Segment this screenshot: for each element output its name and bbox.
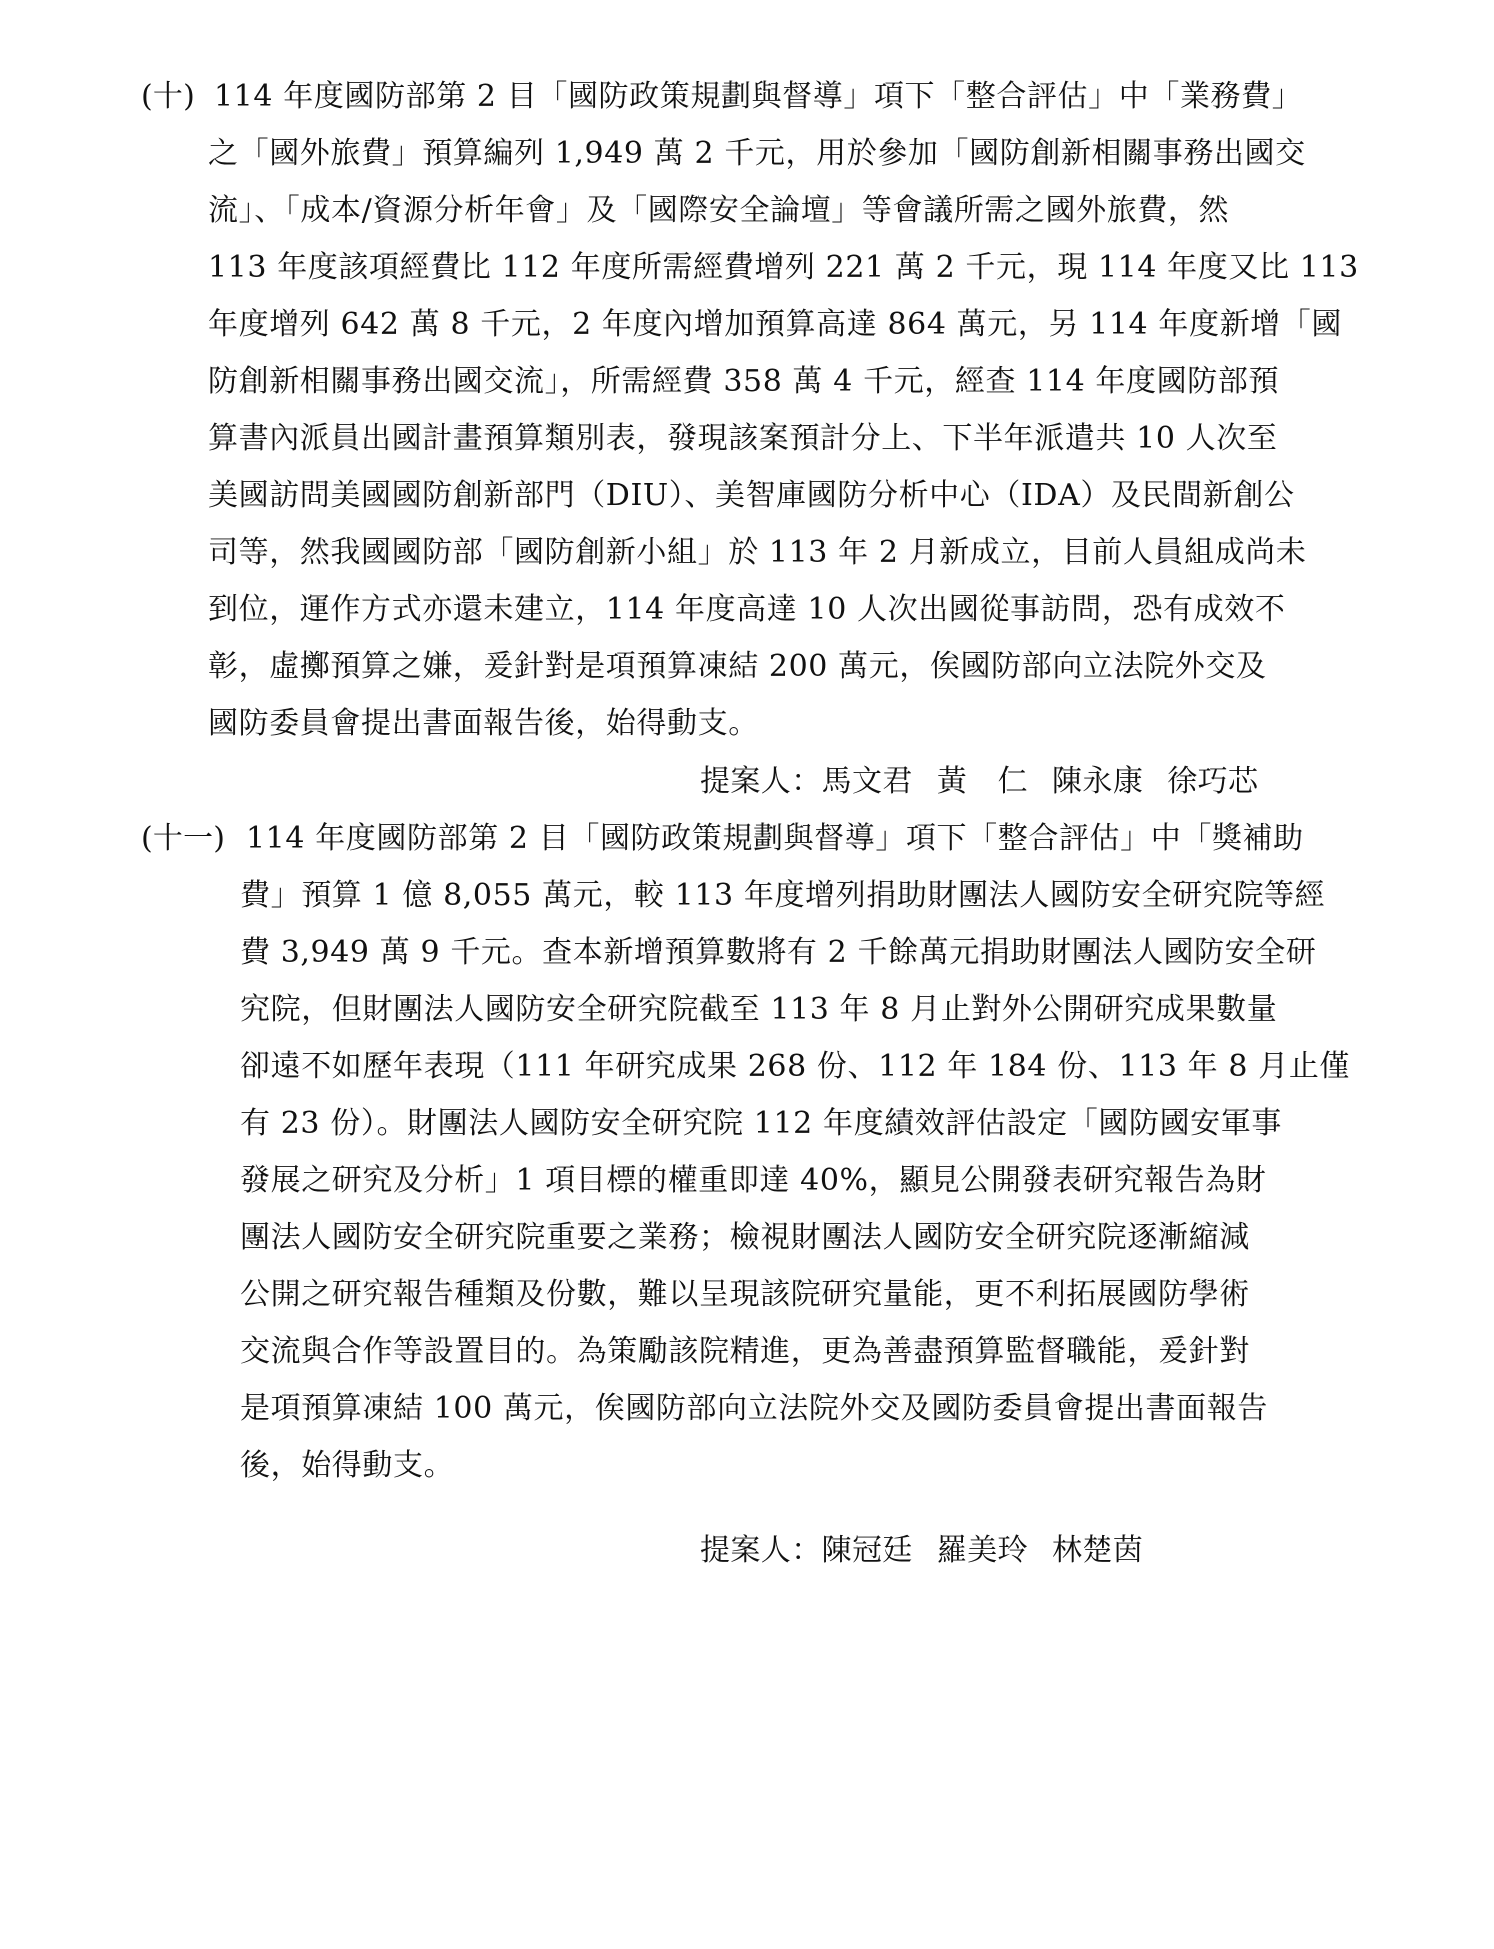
paragraph-line: 究院，但財團法人國防安全研究院截至 113 年 8 月止對外公開研究成果數量 <box>240 992 1278 1027</box>
paragraph-line: 後，始得動支。 <box>240 1448 455 1483</box>
paragraph-line: 彰，虛擲預算之嫌，爰針對是項預算凍結 200 萬元，俟國防部向立法院外交及 <box>208 649 1267 684</box>
paragraph-line: 有 23 份）。財團法人國防安全研究院 112 年度績效評估設定「國防國安軍事 <box>240 1106 1282 1141</box>
proposer-line <box>700 1531 1167 1571</box>
paragraph-line: 114 年度國防部第 2 目「國防政策規劃與督導」項下「整合評估」中「業務費」 <box>214 79 1303 114</box>
proposer-label: 提案人： <box>700 764 822 799</box>
proposer-line <box>700 762 1282 802</box>
paragraph-line: 算書內派員出國計畫預算類別表，發現該案預計分上、下半年派遣共 10 人次至 <box>208 421 1278 456</box>
paragraph-line: 卻遠不如歷年表現（111 年研究成果 268 份、112 年 184 份、113 年 8 月止僅 <box>240 1049 1351 1084</box>
paragraph-line: 費 3,949 萬 9 千元。查本新增預算數將有 2 千餘萬元捐助財團法人國防安全研 <box>240 935 1317 970</box>
paragraph-line: 國防委員會提出書面報告後，始得動支。 <box>208 706 759 741</box>
paragraph-line: 交流與合作等設置目的。為策勵該院精進，更為善盡預算監督職能，爰針對 <box>240 1334 1250 1369</box>
item-marker: (十一) <box>141 821 226 856</box>
proposer-label: 提案人： <box>700 1533 822 1568</box>
proposer-name: 陳永康 <box>1052 764 1144 799</box>
paragraph-line: 年度增列 642 萬 8 千元，2 年度內增加預算高達 864 萬元，另 114 年度新增「國 <box>208 307 1342 342</box>
paragraph-line: 團法人國防安全研究院重要之業務；檢視財團法人國防安全研究院逐漸縮減 <box>240 1220 1250 1255</box>
item-marker: (十) <box>141 79 196 114</box>
proposer-name: 馬文君 <box>821 764 913 799</box>
proposer-name: 羅美玲 <box>936 1533 1029 1568</box>
paragraph-line: 之「國外旅費」預算編列 1,949 萬 2 千元，用於參加「國防創新相關事務出國交 <box>208 136 1306 171</box>
proposer-name: 林楚茵 <box>1052 1533 1144 1568</box>
paragraph-line: 流」、「成本/資源分析年會」及「國際安全論壇」等會議所需之國外旅費，然 <box>208 193 1230 228</box>
paragraph-line: 司等，然我國國防部「國防創新小組」於 113 年 2 月新成立，目前人員組成尚未 <box>208 535 1307 570</box>
paragraph-line: 費」預算 1 億 8,055 萬元，較 113 年度增列捐助財團法人國防安全研究院等經 <box>240 878 1326 913</box>
paragraph-line: 防創新相關事務出國交流」，所需經費 358 萬 4 千元，經查 114 年度國防部預 <box>208 364 1280 399</box>
paragraph-line: 113 年度該項經費比 112 年度所需經費增列 221 萬 2 千元，現 114 年度又比 113 <box>208 250 1359 285</box>
paragraph-line: 美國訪問美國國防創新部門（DIU）、美智庫國防分析中心（IDA）及民間新創公 <box>208 478 1295 513</box>
paragraph-line: 到位，運作方式亦還未建立，114 年度高達 10 人次出國從事訪問，恐有成效不 <box>208 592 1286 627</box>
proposer-name: 陳冠廷 <box>821 1533 913 1568</box>
paragraph-line: 發展之研究及分析」1 項目標的權重即達 40%，顯見公開發表研究報告為財 <box>240 1163 1267 1198</box>
proposer-name: 黃 仁 <box>936 764 1029 799</box>
paragraph-line: 114 年度國防部第 2 目「國防政策規劃與督導」項下「整合評估」中「獎補助 <box>246 821 1304 856</box>
proposer-name: 徐巧芯 <box>1167 764 1259 799</box>
paragraph-line: 公開之研究報告種類及份數，難以呈現該院研究量能，更不利拓展國防學術 <box>240 1277 1250 1312</box>
paragraph-line: 是項預算凍結 100 萬元，俟國防部向立法院外交及國防委員會提出書面報告 <box>240 1391 1268 1426</box>
